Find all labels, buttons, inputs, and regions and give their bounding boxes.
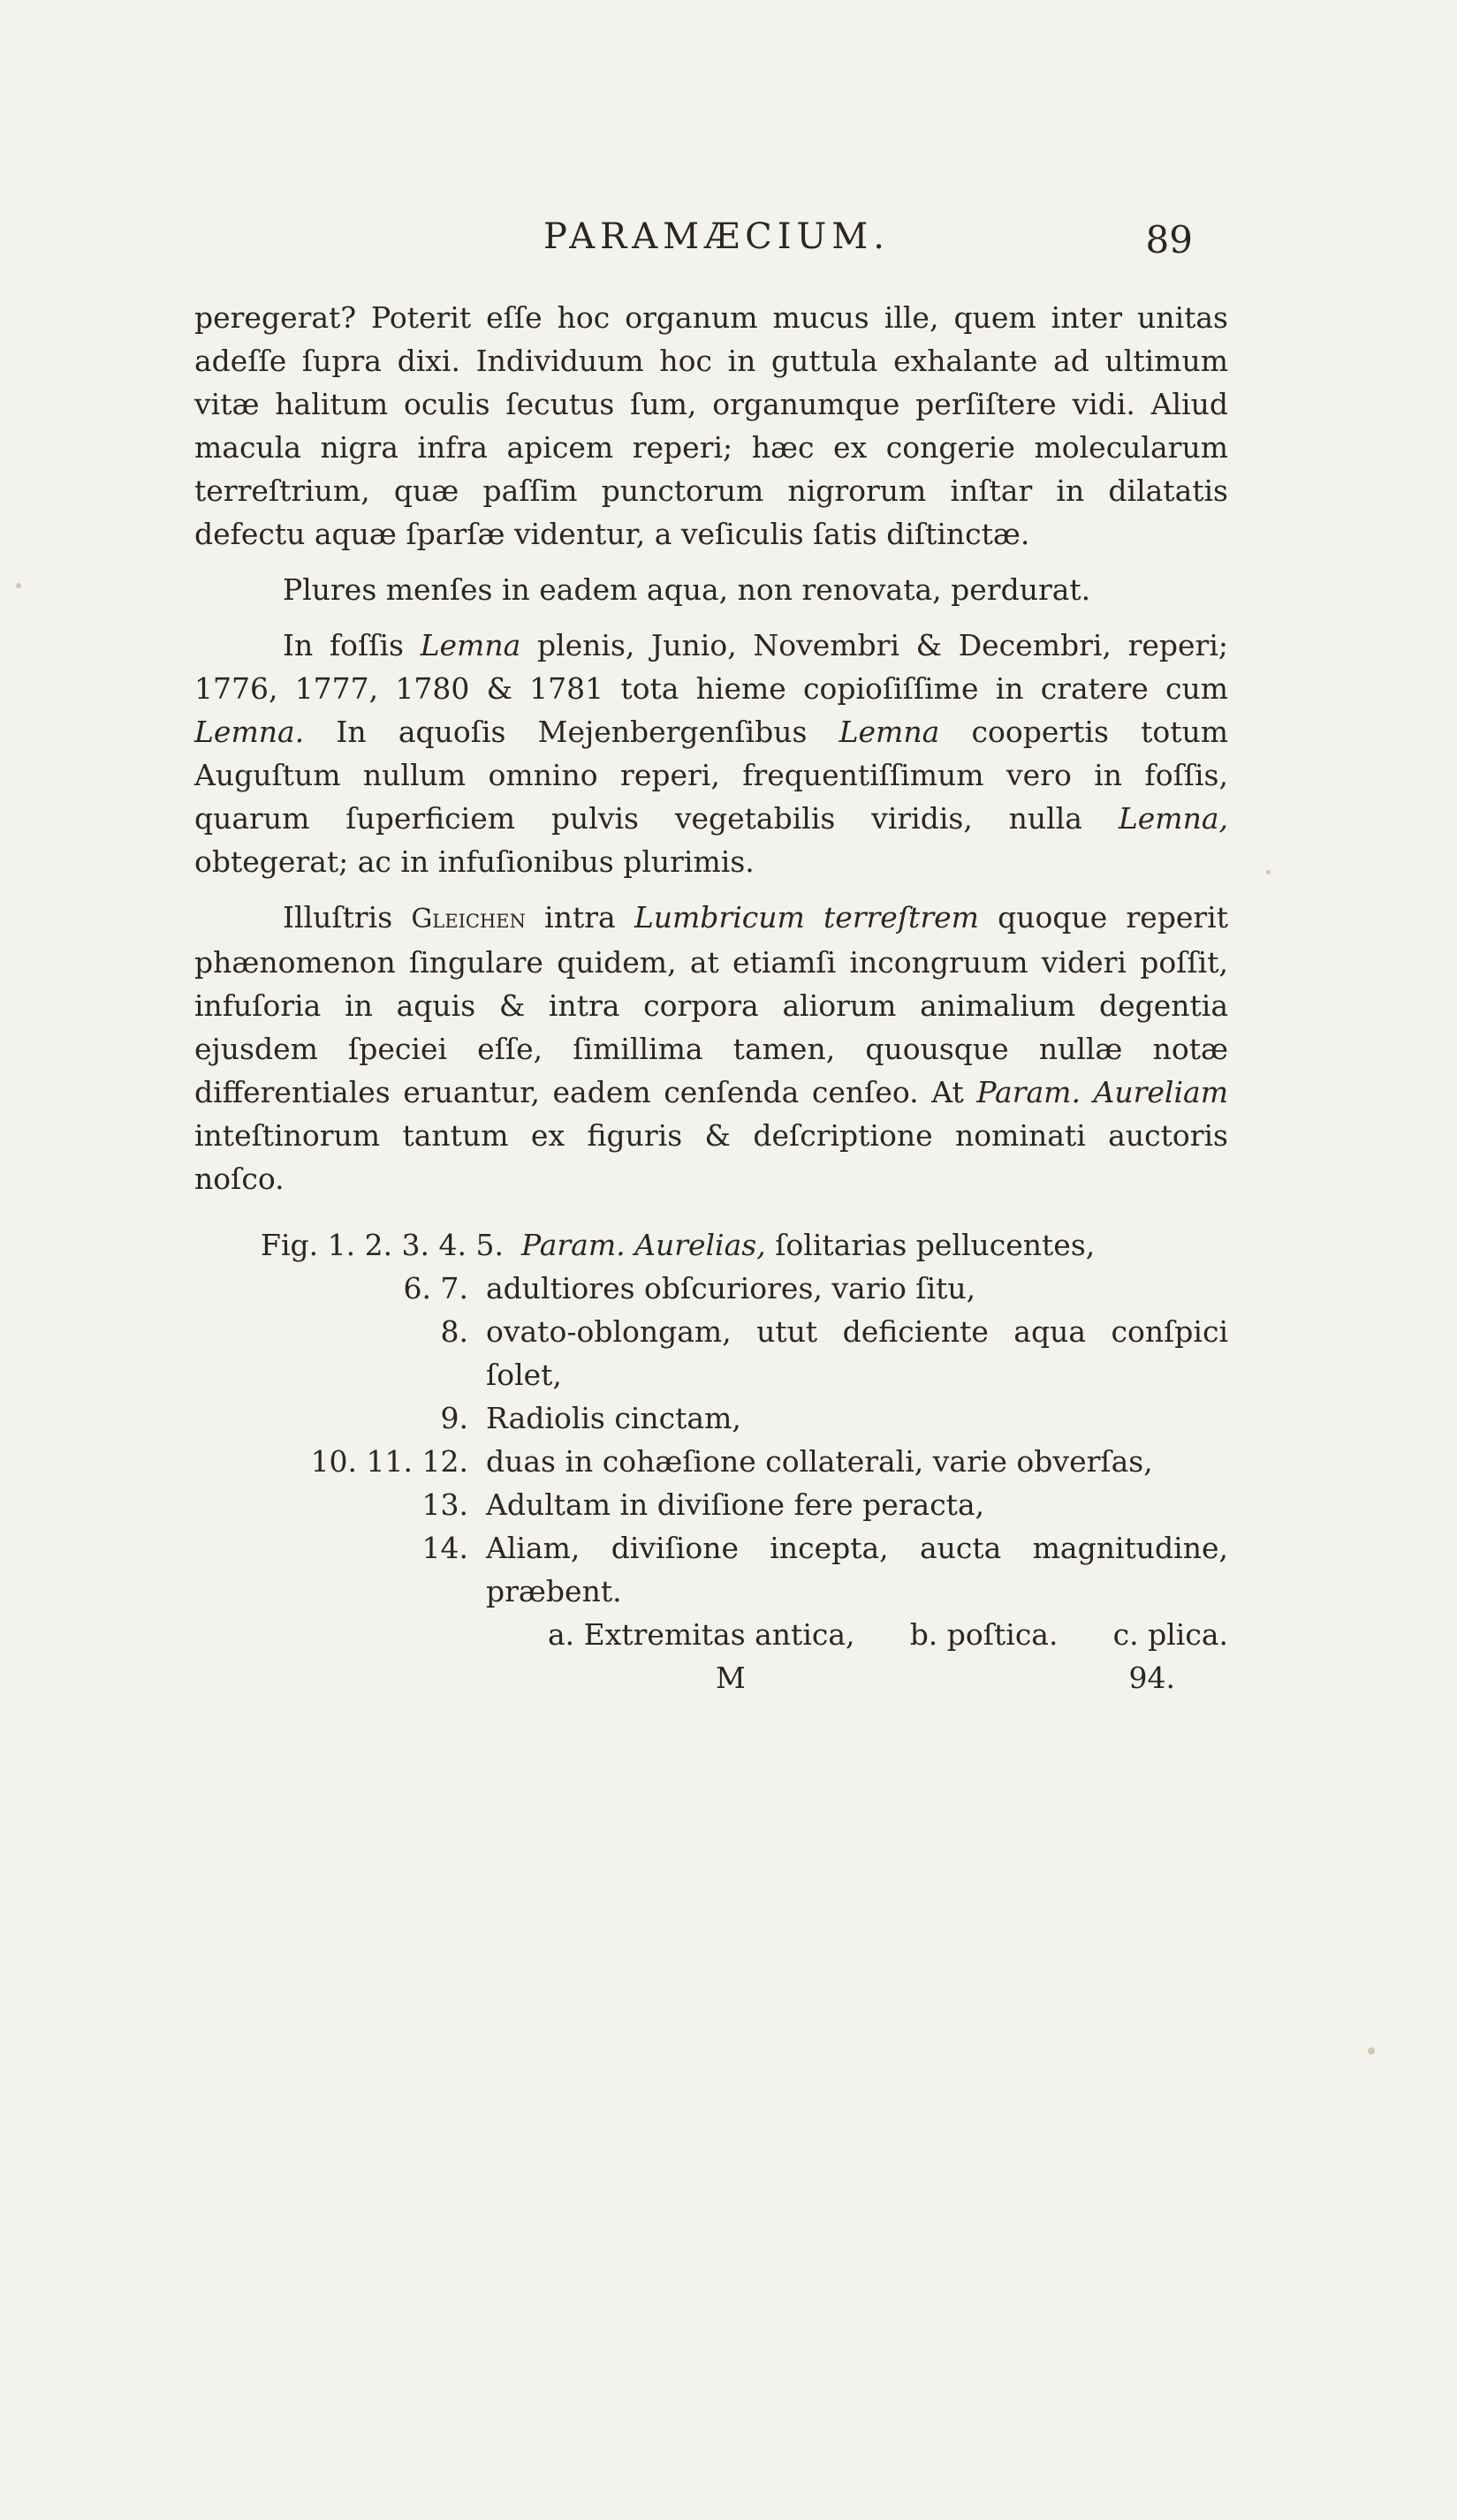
- figure-number: Fig. 1. 2. 3. 4. 5.: [261, 1228, 504, 1262]
- figure-caption: [521, 1223, 1228, 1267]
- figure-entry: [194, 1223, 1228, 1267]
- running-title: PARAMÆCIUM.: [543, 216, 890, 257]
- paper-speck: [16, 583, 21, 588]
- italic-run: Lemna: [420, 628, 521, 662]
- paragraph-1: peregerat? Poterit eſſe hoc organum mucus ille, quem inter unitas adeſſe ſupra dixi. Individuum hoc in guttula exhalante ad ultimum vitæ halitum oculis ſecutus ſum, organumque perſiſtere vidi. Aliud macula nigra infra apicem reperi; hæc ex congerie molecularum terreſtrium, quæ paſſim punctorum nigrorum inſtar in dilatatis defectu aquæ ſparſæ videntur, a veſiculis ſatis diſtinctæ.: [194, 300, 1228, 551]
- figure-entry: [194, 1396, 1228, 1440]
- paragraph-4: [194, 896, 1228, 1200]
- paragraph-3: [194, 624, 1228, 883]
- text-run: ſolitarias pellucentes,: [765, 1228, 1096, 1262]
- figure-list: [194, 1223, 1228, 1702]
- legend-a: a. Extremitas antica,: [548, 1617, 855, 1652]
- page-number: 89: [1145, 218, 1193, 261]
- legend-b: b. poſtica.: [909, 1617, 1059, 1652]
- figure-caption: Radiolis cinctam,: [486, 1401, 741, 1435]
- text-run: intra: [525, 900, 634, 935]
- figure-entry: [194, 1483, 1228, 1526]
- italic-run: Lemna,: [1118, 801, 1228, 836]
- figure-entry: [194, 1440, 1228, 1483]
- catchword: 94.: [1128, 1661, 1175, 1695]
- text-run: quoque reperit phænomenon ſingulare quidem, at etiamſi incongruum videri poſſit, infuſoria in aquis & intra corpora aliorum animalium degentia ejusdem ſpeciei eſſe, ſimillima tamen, quousque nullæ notæ differentiales eruantur, eadem cenſenda cenſeo. At: [194, 900, 1228, 1109]
- italic-run: Param. Aurelias,: [521, 1228, 766, 1262]
- paper-speck: [1266, 870, 1271, 874]
- text-run: inteſtinorum tantum ex figuris & deſcriptione nominati auctoris noſco.: [194, 1118, 1228, 1196]
- text-run: In aquoſis Mejenbergenſibus: [304, 715, 839, 749]
- body-text: [194, 296, 1228, 1702]
- text-run: obtegerat; ac in infuſionibus plurimis.: [194, 844, 755, 879]
- figure-entry: [194, 1310, 1228, 1396]
- italic-run: Lemna.: [194, 715, 305, 749]
- text-run: coopertis totum Auguſtum nullum omnino reperi, frequentiſſimum vero in foſſis, quarum ſuperficiem pulvis vegetabilis viridis, nulla: [194, 715, 1229, 836]
- figure-caption: ovato-oblongam, utut deficiente aqua conſpici ſolet,: [486, 1314, 1228, 1392]
- paper-speck: [1368, 2047, 1375, 2055]
- figure-caption: adultiores obſcuriores, vario ſitu,: [486, 1271, 976, 1305]
- signature-mark: M: [716, 1661, 746, 1695]
- figure-entry: [194, 1267, 1228, 1310]
- italic-run: Lumbricum terreſtrem: [634, 900, 979, 935]
- figure-number: 6. 7.: [403, 1271, 468, 1305]
- author-name: Gleichen: [411, 904, 526, 935]
- running-head: [194, 216, 1228, 269]
- text-run: plenis, Junio, Novembri & Decembri, reperi; 1776, 1777, 1780 & 1781 tota hieme copioſiſſime in cratere cum: [194, 628, 1228, 706]
- figure-caption: duas in cohæſione collaterali, varie obverſas,: [486, 1444, 1153, 1479]
- italic-run: Lemna: [839, 715, 940, 749]
- figure-caption: Aliam, diviſione incepta, aucta magnitudine, præbent.: [486, 1531, 1228, 1608]
- figure-entry: [194, 1526, 1228, 1613]
- figure-number: 14.: [421, 1531, 468, 1565]
- figure-legend: [194, 1613, 1228, 1656]
- figure-number: 10. 11. 12.: [310, 1444, 468, 1479]
- figure-number: 8.: [440, 1314, 468, 1349]
- figure-number: 9.: [440, 1401, 468, 1435]
- legend-c: c. plica.: [1112, 1617, 1228, 1652]
- text-run: In foſſis: [283, 628, 421, 662]
- text-run: Illuſtris: [283, 900, 412, 935]
- figure-number: 13.: [421, 1487, 468, 1522]
- paragraph-2: Plures menſes in eadem aqua, non renovata, perdurat.: [283, 572, 1091, 607]
- italic-run: Param. Aureliam: [976, 1075, 1228, 1109]
- figure-caption: Adultam in diviſione fere peracta,: [486, 1487, 985, 1522]
- page-footer: [194, 1656, 1228, 1702]
